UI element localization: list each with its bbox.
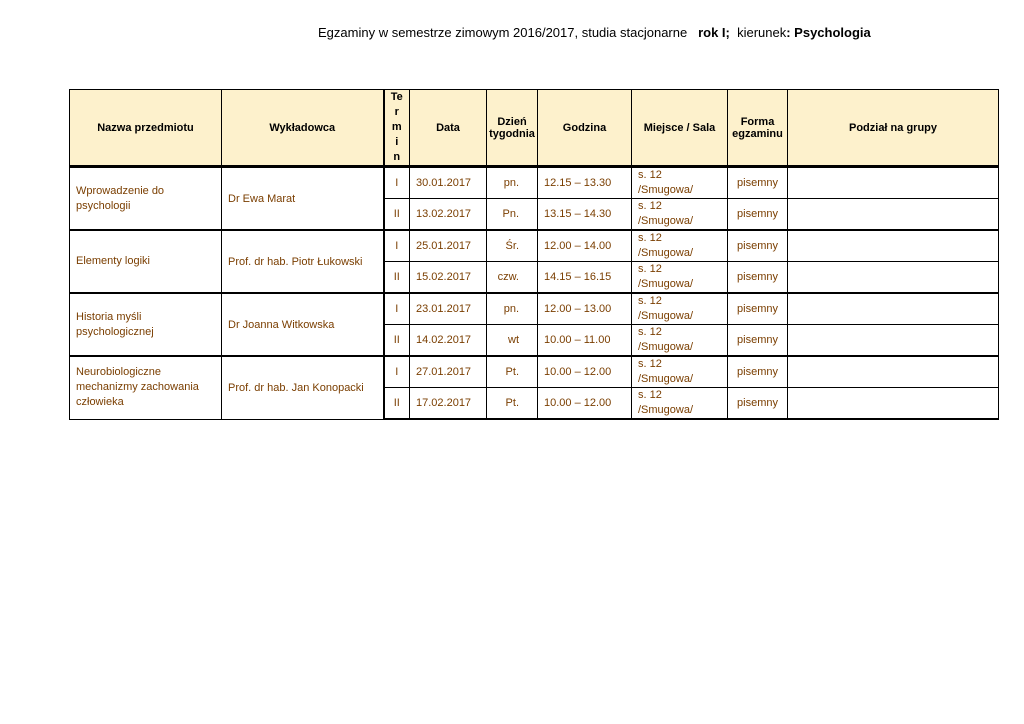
subject-cell: Elementy logiki [70,230,222,293]
title-prefix: Egzaminy w semestrze zimowym 2016/2017, studia stacjonarne [318,25,699,40]
room-cell: s. 12 /Smugowa/ [632,293,728,325]
date-cell: 23.01.2017 [410,293,487,325]
term-cell: II [384,262,410,294]
term-cell: I [384,356,410,388]
time-cell: 10.00 – 11.00 [538,325,632,357]
day-cell: czw. [487,262,538,294]
time-cell: 10.00 – 12.00 [538,356,632,388]
day-cell: wt [487,325,538,357]
date-cell: 17.02.2017 [410,388,487,420]
lecturer-cell: Dr Ewa Marat [222,167,384,231]
subject-cell: Neurobiologiczne mechanizmy zachowania człowieka [70,356,222,419]
groups-cell [788,167,999,199]
date-cell: 15.02.2017 [410,262,487,294]
header-subject: Nazwa przedmiotu [70,90,222,167]
lecturer-cell: Prof. dr hab. Jan Konopacki [222,356,384,419]
lecturer-cell: Prof. dr hab. Piotr Łukowski [222,230,384,293]
time-cell: 10.00 – 12.00 [538,388,632,420]
time-cell: 12.00 – 14.00 [538,230,632,262]
room-cell: s. 12 /Smugowa/ [632,262,728,294]
groups-cell [788,230,999,262]
form-cell: pisemny [728,356,788,388]
groups-cell [788,325,999,357]
date-cell: 27.01.2017 [410,356,487,388]
time-cell: 12.15 – 13.30 [538,167,632,199]
header-term: Te r m i n [384,90,410,167]
form-cell: pisemny [728,230,788,262]
form-cell: pisemny [728,293,788,325]
table-header-row [70,90,999,167]
day-cell: Pn. [487,199,538,231]
term-cell: II [384,388,410,420]
lecturer-cell: Dr Joanna Witkowska [222,293,384,356]
header-groups: Podział na grupy [788,90,999,167]
time-cell: 14.15 – 16.15 [538,262,632,294]
form-cell: pisemny [728,199,788,231]
term-cell: II [384,199,410,231]
subject-cell: Historia myśli psychologicznej [70,293,222,356]
title-year: rok I; [698,25,730,40]
time-cell: 13.15 – 14.30 [538,199,632,231]
term-cell: II [384,325,410,357]
header-form: Forma egzaminu [728,90,788,167]
date-cell: 30.01.2017 [410,167,487,199]
title-middle: kierunek [729,25,787,40]
header-day: Dzień tygodnia [487,90,538,167]
table-body [70,167,999,420]
term-cell: I [384,293,410,325]
groups-cell [788,293,999,325]
room-cell: s. 12 /Smugowa/ [632,356,728,388]
term-cell: I [384,167,410,199]
day-cell: pn. [487,293,538,325]
table-row [70,230,999,262]
room-cell: s. 12 /Smugowa/ [632,167,728,199]
title-field: : Psychologia [786,25,871,40]
form-cell: pisemny [728,167,788,199]
date-cell: 25.01.2017 [410,230,487,262]
table-row [70,167,999,199]
groups-cell [788,262,999,294]
groups-cell [788,356,999,388]
date-cell: 13.02.2017 [410,199,487,231]
day-cell: pn. [487,167,538,199]
header-date: Data [410,90,487,167]
room-cell: s. 12 /Smugowa/ [632,388,728,420]
day-cell: Śr. [487,230,538,262]
table-row [70,293,999,325]
form-cell: pisemny [728,388,788,420]
header-time: Godzina [538,90,632,167]
room-cell: s. 12 /Smugowa/ [632,325,728,357]
day-cell: Pt. [487,388,538,420]
time-cell: 12.00 – 13.00 [538,293,632,325]
header-room: Miejsce / Sala [632,90,728,167]
subject-cell: Wprowadzenie do psychologii [70,167,222,231]
room-cell: s. 12 /Smugowa/ [632,199,728,231]
groups-cell [788,388,999,420]
date-cell: 14.02.2017 [410,325,487,357]
form-cell: pisemny [728,325,788,357]
form-cell: pisemny [728,262,788,294]
groups-cell [788,199,999,231]
page-title [318,25,871,40]
header-lecturer: Wykładowca [222,90,384,167]
table-row [70,356,999,388]
room-cell: s. 12 /Smugowa/ [632,230,728,262]
term-cell: I [384,230,410,262]
exam-table [69,89,999,420]
day-cell: Pt. [487,356,538,388]
